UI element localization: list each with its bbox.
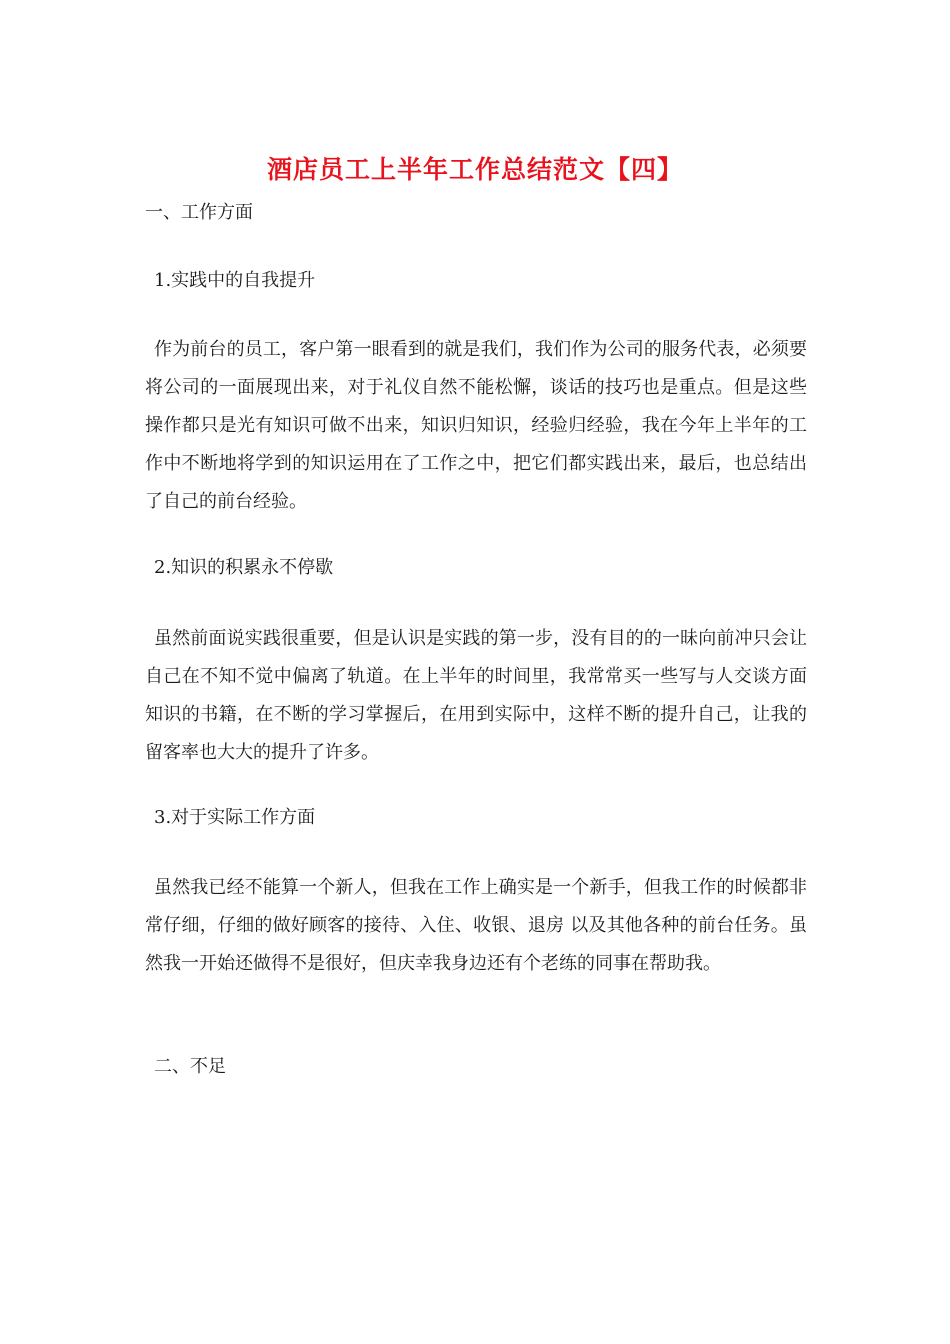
document-title: 酒店员工上半年工作总结范文【四】 (266, 155, 683, 184)
subheading-actual-work: 3.对于实际工作方面 (154, 807, 316, 828)
section-heading-work: 一、工作方面 (145, 202, 253, 223)
paragraph-practice: 作为前台的员工，客户第一眼看到的就是我们，我们作为公司的服务代表，必须要将公司的一面展现出来，对于礼仪自然不能松懈，谈话的技巧也是重点。但是这些操作都只是光有知识可做不出来，知识归知识，经验归经验，我在今年上半年的工作中不断地将学到的知识运用在了工作之中，把它们都实践出来，最后，也总结出了自己的前台经验。 (145, 339, 807, 512)
paragraph-actual-work: 虽然我已经不能算一个新人，但我在工作上确实是一个新手，但我工作的时候都非常仔细，仔细的做好顾客的接待、入住、收银、退房 以及其他各种的前台任务。虽然我一开始还做得不是很好，但庆幸我身边还有个老练的同事在帮助我。 (145, 877, 807, 974)
subheading-knowledge: 2.知识的积累永不停歇 (154, 557, 334, 578)
paragraph-knowledge: 虽然前面说实践很重要，但是认识是实践的第一步，没有目的的一昧向前冲只会让自己在不知不觉中偏离了轨道。在上半年的时间里，我常常买一些写与人交谈方面知识的书籍，在不断的学习掌握后，在用到实际中，这样不断的提升自己，让我的留客率也大大的提升了许多。 (145, 628, 807, 763)
section-heading-shortcomings: 二、不足 (154, 1056, 226, 1077)
subheading-practice: 1.实践中的自我提升 (154, 270, 316, 291)
